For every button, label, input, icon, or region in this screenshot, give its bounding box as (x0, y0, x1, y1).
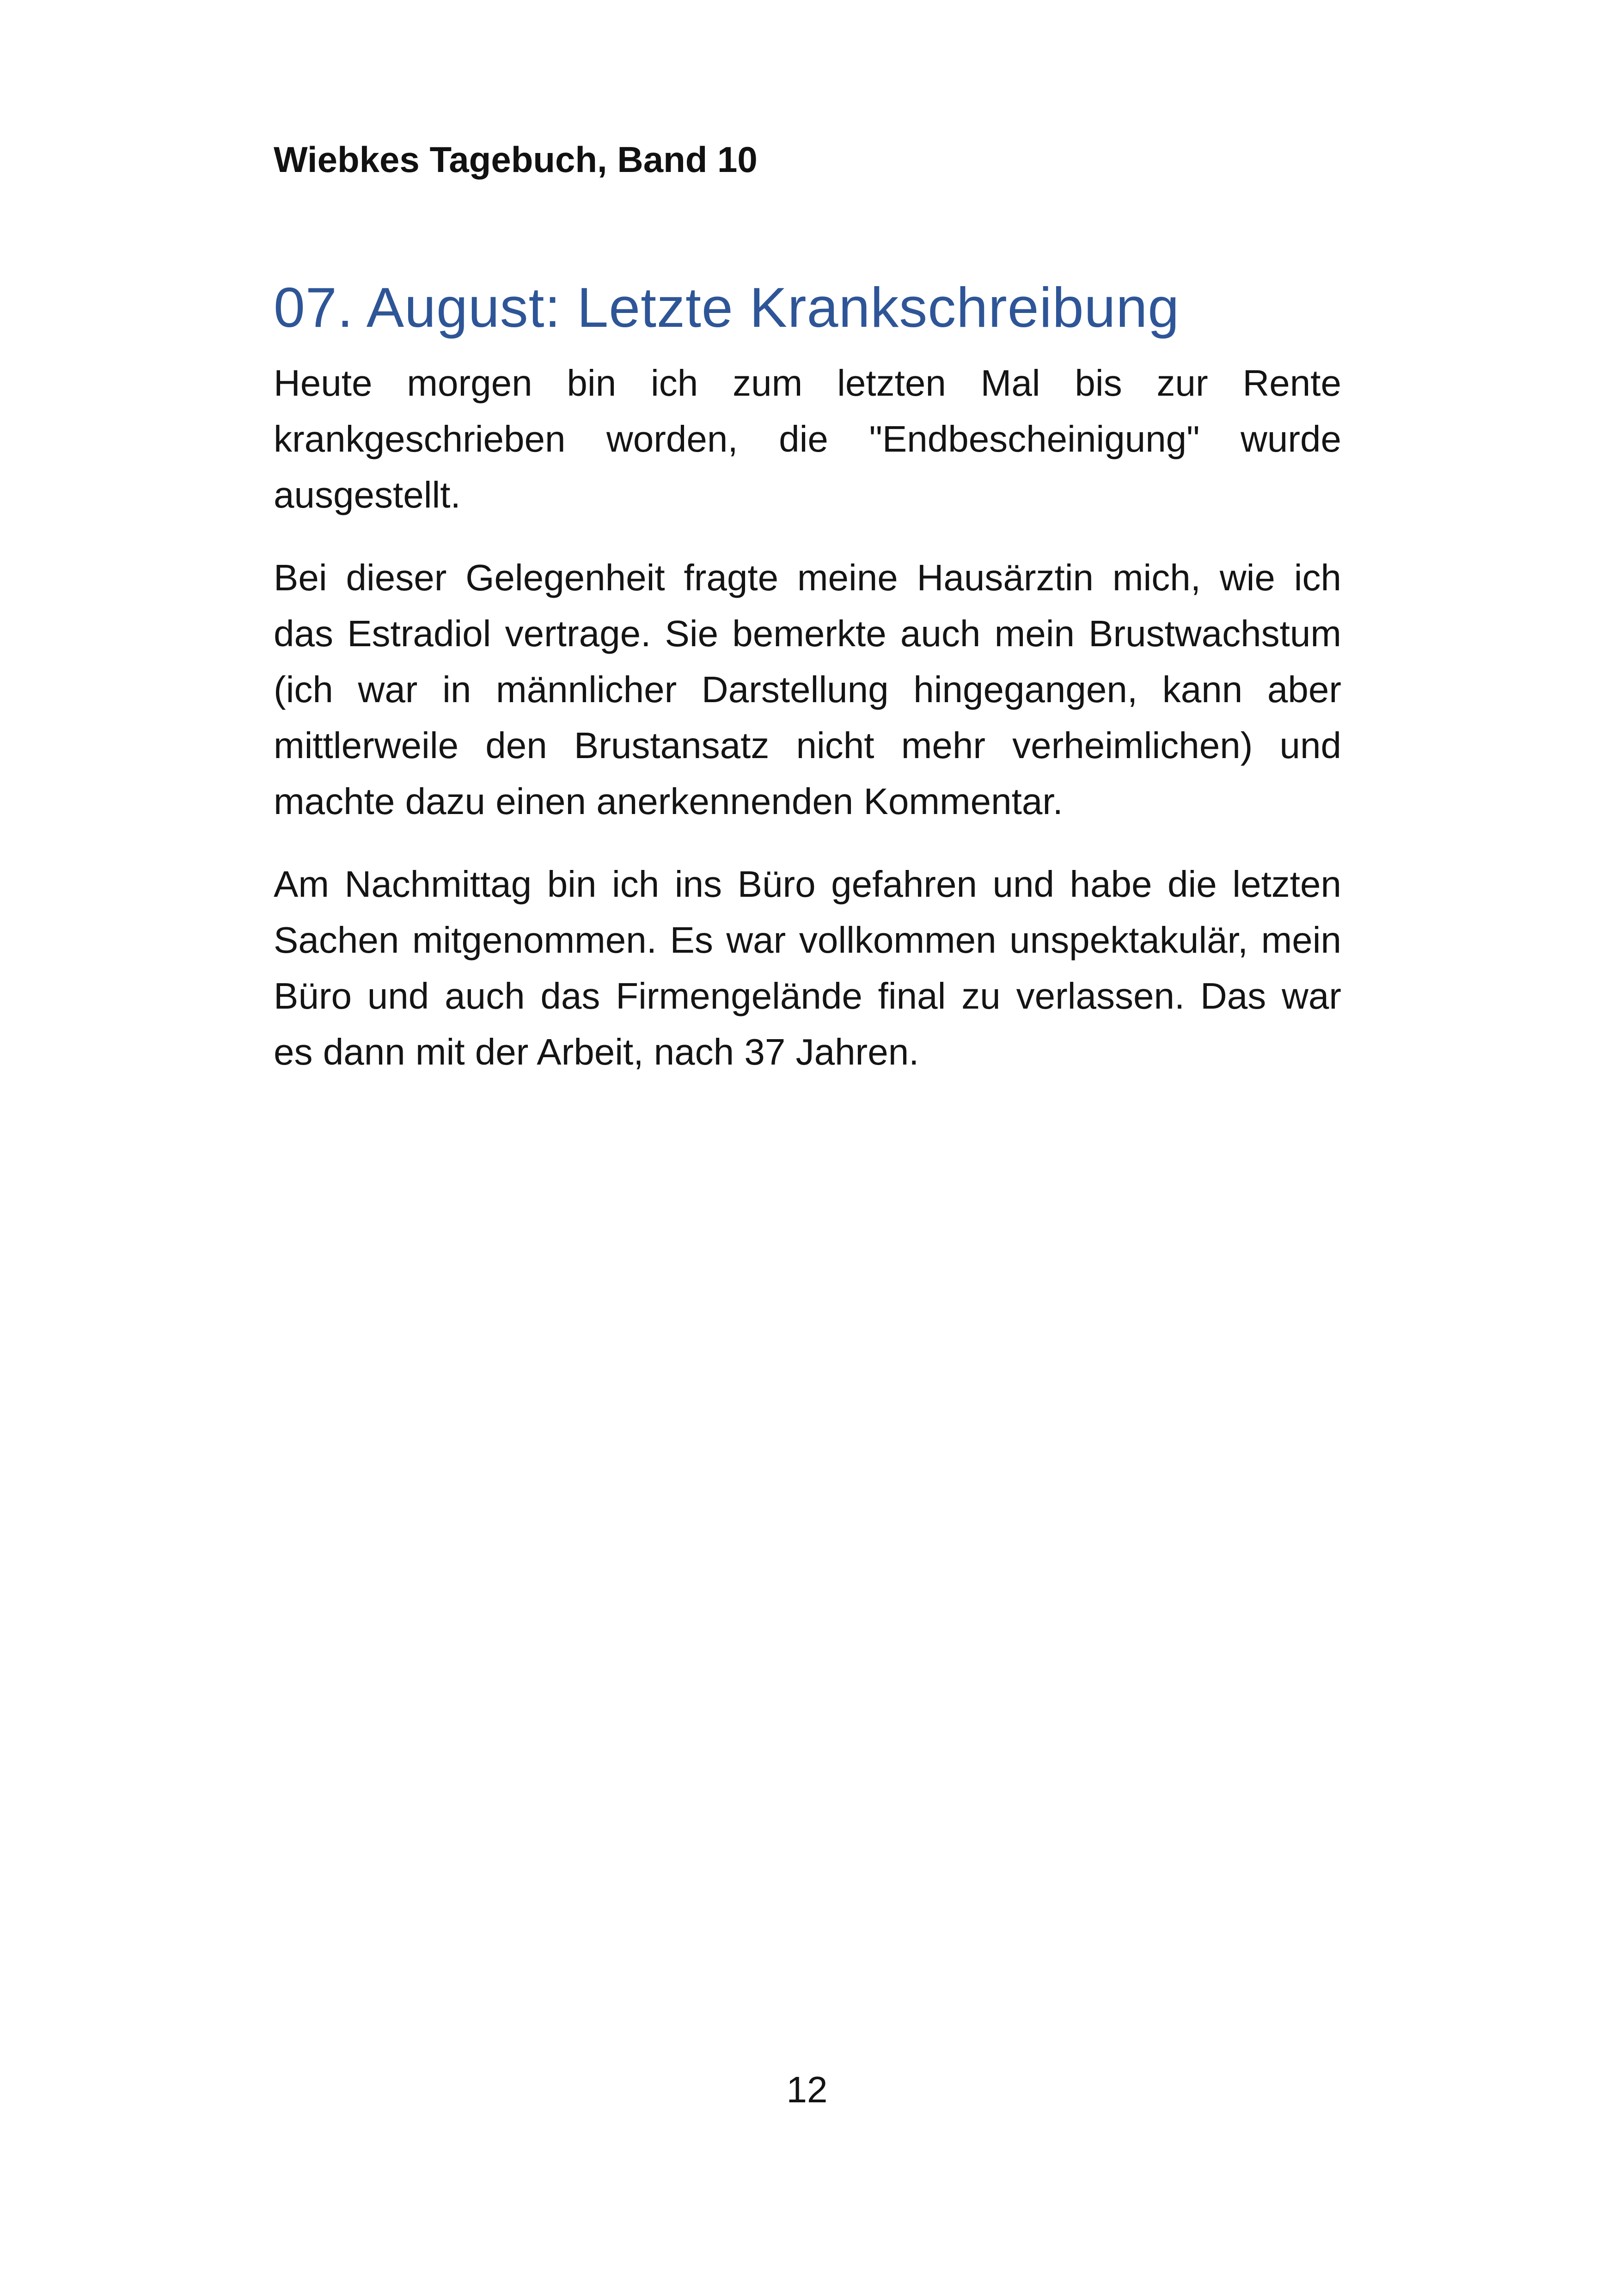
paragraph-3: Am Nachmittag bin ich ins Büro gefahren und habe die letzten Sachen mitgenommen. Es war vollkommen unspektakulär, mein Büro und auch das Firmengelände final zu verlassen. Das war es dann mit der Arbeit, nach 37 Jahren. (274, 863, 1341, 1072)
paragraph-1: Heute morgen bin ich zum letzten Mal bis zur Rente krankgeschrieben worden, die "Endbescheinigung" wurde ausgestellt. (274, 362, 1341, 515)
chapter-title: 07. August: Letzte Krankschreibung (274, 276, 1180, 339)
running-head: Wiebkes Tagebuch, Band 10 (274, 139, 758, 180)
paragraph-2: Bei dieser Gelegenheit fragte meine Hausärztin mich, wie ich das Estradiol vertrage. Sie bemerkte auch mein Brustwachstum (ich war in männlicher Darstellung hingegangen, kann aber mittlerweile den Brustansatz nicht mehr verheimlichen) und machte dazu einen anerkennenden Kommentar. (274, 557, 1341, 822)
page-number: 12 (786, 2069, 828, 2110)
body-text (274, 355, 1341, 1107)
